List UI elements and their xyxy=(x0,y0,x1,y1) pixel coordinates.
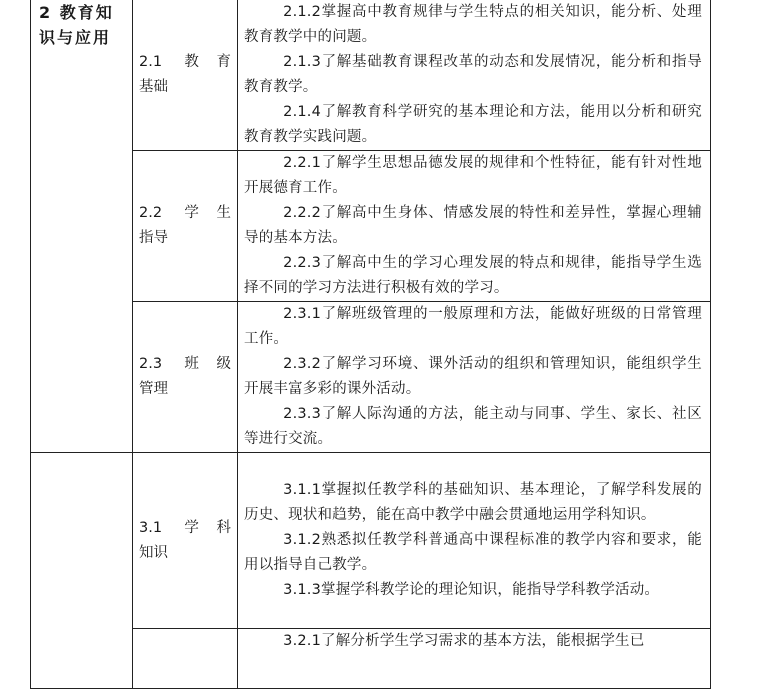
subtopic-title-cell xyxy=(133,629,238,689)
requirements-cell xyxy=(238,453,711,629)
requirement-item: 2.2.3了解高中生的学习心理发展的特点和规律，能指导学生选择不同的学习方法进行积极有效的学习。 xyxy=(244,255,702,296)
requirement-item: 2.2.1了解学生思想品德发展的规律和个性特征，能有针对性地开展德育工作。 xyxy=(244,155,702,196)
requirement-item: 3.2.1了解分析学生学习需求的基本方法，能根据学生已 xyxy=(283,633,645,649)
subtopic-title-line: 2.1 教育 xyxy=(139,54,231,70)
requirement-item: 2.3.3了解人际沟通的方法，能主动与同事、学生、家长、社区等进行交流。 xyxy=(244,406,702,447)
subtopic-title-cell xyxy=(133,151,238,302)
requirements-cell xyxy=(238,629,711,689)
module-title-line: 2 教育知 xyxy=(39,3,114,22)
requirement-item: 2.3.1了解班级管理的一般原理和方法，能做好班级的日常管理工作。 xyxy=(244,306,702,347)
requirements-cell xyxy=(238,0,711,151)
subtopic-title-line: 基础 xyxy=(139,79,168,95)
subtopic-title-cell xyxy=(133,0,238,151)
table-row xyxy=(31,453,711,629)
table-row xyxy=(31,629,711,689)
subtopic-title-line: 3.1 学科 xyxy=(139,519,231,536)
subtopic-title-line: 2.3 班级 xyxy=(139,356,231,372)
subtopic-title-cell xyxy=(133,302,238,453)
subtopic-title-line: 2.2 学生 xyxy=(139,205,231,221)
requirements-cell xyxy=(238,151,711,302)
subtopic-title-line: 指导 xyxy=(139,230,168,246)
subtopic-title-line: 知识 xyxy=(139,544,168,561)
syllabus-table-body xyxy=(31,0,711,689)
requirement-item: 2.3.2了解学习环境、课外活动的组织和管理知识，能组织学生开展丰富多彩的课外活动。 xyxy=(244,356,702,397)
requirement-item: 3.1.3掌握学科教学论的理论知识，能指导学科教学活动。 xyxy=(283,582,660,598)
module-title-line: 识与应用 xyxy=(39,28,112,47)
requirement-item: 2.2.2了解高中生身体、情感发展的特性和差异性，掌握心理辅导的基本方法。 xyxy=(244,205,702,246)
requirements-cell xyxy=(238,302,711,453)
requirement-item: 2.1.4了解教育科学研究的基本理论和方法，能用以分析和研究教育教学实践问题。 xyxy=(244,104,702,145)
requirement-item: 3.1.1掌握拟任教学科的基础知识、基本理论，了解学科发展的历史、现状和趋势，能在高中教学中融会贯通地运用学科知识。 xyxy=(244,482,702,523)
requirement-item: 2.1.3了解基础教育课程改革的动态和发展情况，能分析和指导教育教学。 xyxy=(244,54,702,95)
subtopic-title-cell xyxy=(133,453,238,629)
table-row xyxy=(31,0,711,151)
syllabus-table xyxy=(30,0,711,689)
subtopic-title-line: 管理 xyxy=(139,381,168,397)
module-title-cell xyxy=(31,0,133,453)
requirement-item: 2.1.2掌握高中教育规律与学生特点的相关知识，能分析、处理教育教学中的问题。 xyxy=(244,4,702,45)
table-row xyxy=(31,302,711,453)
table-row xyxy=(31,151,711,302)
module-title-cell xyxy=(31,453,133,689)
requirement-item: 3.1.2熟悉拟任教学科普通高中课程标准的教学内容和要求，能用以指导自己教学。 xyxy=(244,532,702,573)
